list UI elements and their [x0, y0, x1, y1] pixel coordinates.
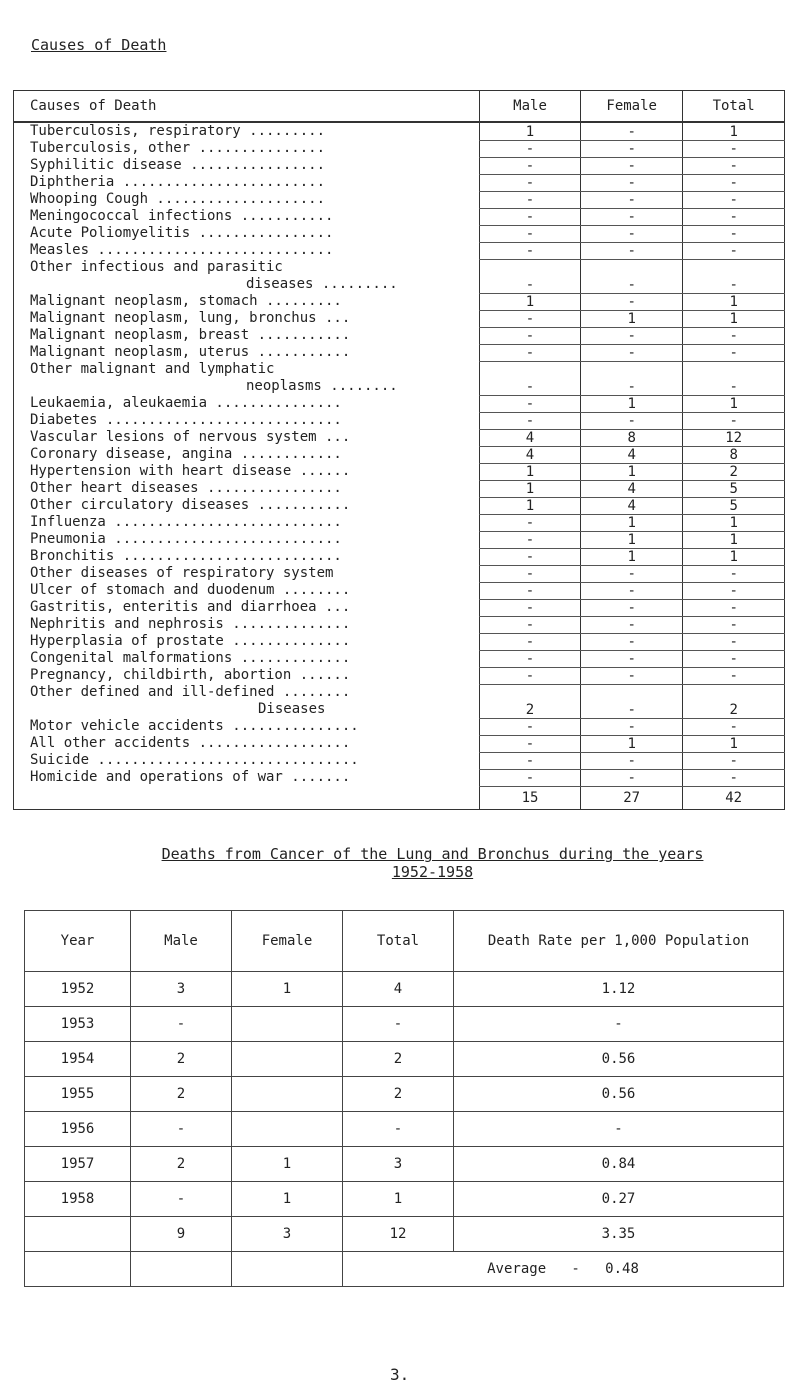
cause-female-value: - — [581, 633, 683, 650]
sum-male: 9 — [131, 1217, 232, 1252]
cause-total-value: - — [683, 667, 785, 684]
cause-male-value: - — [479, 514, 580, 531]
cause-label-line: Motor vehicle accidents ............... — [30, 718, 359, 734]
cause-total-value: 1 — [683, 531, 785, 548]
cause-total-value: - — [683, 616, 785, 633]
cause-female-value: - — [581, 259, 683, 293]
average-value: 0.48 — [605, 1261, 639, 1277]
cause-male-value: - — [479, 548, 580, 565]
average-label: Average — [487, 1261, 547, 1277]
year-row — [25, 972, 784, 1007]
cause-total-value: 1 — [683, 122, 785, 140]
cause-label — [14, 480, 480, 497]
sum-female: 3 — [232, 1217, 343, 1252]
cause-male-value: - — [479, 344, 580, 361]
cause-row — [14, 667, 785, 684]
cause-label — [14, 327, 480, 344]
header-cause: Causes of Death — [14, 91, 480, 123]
year-row-rate: 0.27 — [454, 1182, 784, 1217]
cause-label-line: Leukaemia, aleukaemia ............... — [30, 395, 342, 411]
cause-female-value: - — [581, 293, 683, 310]
year-row-female: 1 — [232, 972, 343, 1007]
total-total: 42 — [683, 786, 785, 809]
year-row-male: - — [131, 1182, 232, 1217]
cause-label-line: Acute Poliomyelitis ................ — [30, 225, 334, 241]
lung-cancer-deaths-table — [24, 910, 784, 1287]
cause-label — [14, 122, 480, 140]
year-row-total: 3 — [343, 1147, 454, 1182]
cause-label-line: Diseases — [258, 701, 326, 717]
cause-male-value: 1 — [479, 122, 580, 140]
cause-label — [14, 769, 480, 786]
cause-female-value: - — [581, 565, 683, 582]
cause-label-line: Hypertension with heart disease ...... — [30, 463, 351, 479]
cause-label-line: neoplasms ........ — [246, 378, 398, 394]
cause-label-line: Hyperplasia of prostate .............. — [30, 633, 351, 649]
cause-male-value: - — [479, 599, 580, 616]
cause-male-value: - — [479, 633, 580, 650]
cause-male-value: - — [479, 191, 580, 208]
cause-total-value: 12 — [683, 429, 785, 446]
year-row-male: 2 — [131, 1147, 232, 1182]
cause-total-value: - — [683, 582, 785, 599]
cause-total-value: - — [683, 191, 785, 208]
sum-rate: 3.35 — [454, 1217, 784, 1252]
cause-row — [14, 463, 785, 480]
cause-row — [14, 225, 785, 242]
cause-male-value: - — [479, 242, 580, 259]
cause-female-value: 1 — [581, 310, 683, 327]
year-row-female — [232, 1042, 343, 1077]
cause-female-value: - — [581, 122, 683, 140]
cause-row — [14, 497, 785, 514]
year-row-year: 1956 — [25, 1112, 131, 1147]
cause-total-value: 1 — [683, 548, 785, 565]
cause-female-value: - — [581, 191, 683, 208]
cause-female-value: 1 — [581, 531, 683, 548]
cause-row — [14, 208, 785, 225]
cause-label-line: Gastritis, enteritis and diarrhoea ... — [30, 599, 351, 615]
average-cell: Average - 0.48 — [343, 1252, 784, 1287]
cause-label — [14, 344, 480, 361]
cause-female-value: - — [581, 242, 683, 259]
cause-female-value: - — [581, 174, 683, 191]
cause-label-line: Meningococcal infections ........... — [30, 208, 334, 224]
cause-label-line: Coronary disease, angina ............ — [30, 446, 342, 462]
cause-label — [14, 497, 480, 514]
cause-label-line: Bronchitis .......................... — [30, 548, 342, 564]
year-row-rate: - — [454, 1007, 784, 1042]
cause-total-value: - — [683, 157, 785, 174]
cause-label — [14, 514, 480, 531]
year-row-total: 2 — [343, 1077, 454, 1112]
cause-label — [14, 446, 480, 463]
cause-female-value: - — [581, 344, 683, 361]
cause-male-value: - — [479, 140, 580, 157]
cause-female-value: 1 — [581, 548, 683, 565]
cause-label-line: Pneumonia ........................... — [30, 531, 342, 547]
cause-female-value: - — [581, 327, 683, 344]
cause-total-value: - — [683, 242, 785, 259]
year-row — [25, 1182, 784, 1217]
year-row — [25, 1077, 784, 1112]
cause-row — [14, 616, 785, 633]
year-row — [25, 1112, 784, 1147]
cause-row — [14, 140, 785, 157]
cause-label-line: All other accidents .................. — [30, 735, 351, 751]
year-row — [25, 1147, 784, 1182]
cause-label-line: Pregnancy, childbirth, abortion ...... — [30, 667, 351, 683]
cause-male-value: - — [479, 208, 580, 225]
cause-label-line: Diabetes ............................ — [30, 412, 342, 428]
cause-row — [14, 633, 785, 650]
year-row-male: - — [131, 1007, 232, 1042]
cause-female-value: - — [581, 599, 683, 616]
year-row-total: 2 — [343, 1042, 454, 1077]
total-female: 27 — [581, 786, 683, 809]
cause-male-value: - — [479, 225, 580, 242]
causes-total-row — [14, 786, 785, 809]
cause-label — [14, 718, 480, 735]
cause-female-value: - — [581, 616, 683, 633]
year-row-female: 1 — [232, 1147, 343, 1182]
header-total: Total — [343, 911, 454, 972]
cause-row — [14, 480, 785, 497]
total-male: 15 — [479, 786, 580, 809]
page-number: 3. — [390, 1365, 410, 1384]
cause-label-line: Other infectious and parasitic — [30, 259, 283, 275]
cause-label-line: Nephritis and nephrosis .............. — [30, 616, 351, 632]
cause-female-value: 4 — [581, 480, 683, 497]
cause-female-value: - — [581, 582, 683, 599]
cause-male-value: - — [479, 582, 580, 599]
cause-male-value: 1 — [479, 480, 580, 497]
cause-row — [14, 565, 785, 582]
cause-row — [14, 191, 785, 208]
cause-total-value: - — [683, 752, 785, 769]
year-row-total: 4 — [343, 972, 454, 1007]
year-row-rate: 0.56 — [454, 1042, 784, 1077]
cause-male-value: - — [479, 531, 580, 548]
cause-total-value: 2 — [683, 684, 785, 718]
cause-label-line: Malignant neoplasm, uterus ........... — [30, 344, 351, 360]
cause-label-line: Tuberculosis, respiratory ......... — [30, 123, 326, 139]
cause-row — [14, 446, 785, 463]
cause-label-line: Other heart diseases ................ — [30, 480, 342, 496]
cause-row — [14, 242, 785, 259]
cause-label — [14, 463, 480, 480]
cause-label-line: Other circulatory diseases ........... — [30, 497, 351, 513]
cause-label — [14, 412, 480, 429]
header-female: Female — [232, 911, 343, 972]
cause-row — [14, 718, 785, 735]
cause-female-value: - — [581, 208, 683, 225]
cause-label-line: Other diseases of respiratory system — [30, 565, 334, 581]
year-row-male: 2 — [131, 1077, 232, 1112]
cause-female-value: 4 — [581, 446, 683, 463]
cause-female-value: - — [581, 157, 683, 174]
average-row — [25, 1252, 784, 1287]
cause-male-value: - — [479, 616, 580, 633]
cause-male-value: - — [479, 650, 580, 667]
cause-label-line: Other defined and ill-defined ........ — [30, 684, 351, 700]
cause-female-value: - — [581, 225, 683, 242]
cause-total-value: - — [683, 174, 785, 191]
cause-male-value: - — [479, 565, 580, 582]
cause-label-line: Syphilitic disease ................ — [30, 157, 326, 173]
cause-label — [14, 361, 480, 395]
year-row-year: 1953 — [25, 1007, 131, 1042]
cause-male-value: - — [479, 361, 580, 395]
cause-row — [14, 429, 785, 446]
year-row-total: 1 — [343, 1182, 454, 1217]
cause-male-value: - — [479, 667, 580, 684]
cause-total-value: 5 — [683, 497, 785, 514]
cause-label-line: Influenza ........................... — [30, 514, 342, 530]
year-row-rate: 1.12 — [454, 972, 784, 1007]
cause-total-value: - — [683, 327, 785, 344]
cause-label-line: Other malignant and lymphatic — [30, 361, 275, 377]
cause-row — [14, 412, 785, 429]
cause-label — [14, 752, 480, 769]
cause-label-line: Ulcer of stomach and duodenum ........ — [30, 582, 351, 598]
cause-female-value: - — [581, 667, 683, 684]
cause-row — [14, 582, 785, 599]
year-row-total: - — [343, 1112, 454, 1147]
cause-total-value: - — [683, 140, 785, 157]
cause-row — [14, 174, 785, 191]
cause-male-value: - — [479, 718, 580, 735]
year-row-male: - — [131, 1112, 232, 1147]
cause-total-value: - — [683, 718, 785, 735]
cancer-heading-line1: Deaths from Cancer of the Lung and Bronchus during the years — [161, 845, 704, 863]
cause-male-value: - — [479, 752, 580, 769]
cause-male-value: 2 — [479, 684, 580, 718]
cause-label-line: Diphtheria ........................ — [30, 174, 326, 190]
year-row-rate: - — [454, 1112, 784, 1147]
cause-row — [14, 122, 785, 140]
cause-female-value: 1 — [581, 735, 683, 752]
cause-label — [14, 684, 480, 718]
year-row-male: 2 — [131, 1042, 232, 1077]
header-year: Year — [25, 911, 131, 972]
sum-total: 12 — [343, 1217, 454, 1252]
cause-female-value: - — [581, 361, 683, 395]
header-male: Male — [131, 911, 232, 972]
cause-label — [14, 191, 480, 208]
cause-female-value: 1 — [581, 463, 683, 480]
cause-total-value: - — [683, 565, 785, 582]
cause-label — [14, 633, 480, 650]
cause-male-value: - — [479, 259, 580, 293]
cause-total-value: - — [683, 259, 785, 293]
cause-label — [14, 140, 480, 157]
cause-label — [14, 157, 480, 174]
year-row-total: - — [343, 1007, 454, 1042]
cause-female-value: - — [581, 412, 683, 429]
header-death-rate: Death Rate per 1,000 Population — [454, 911, 784, 972]
year-row — [25, 1007, 784, 1042]
cause-female-value: - — [581, 752, 683, 769]
year-row-female: 1 — [232, 1182, 343, 1217]
cause-row — [14, 769, 785, 786]
year-row-male: 3 — [131, 972, 232, 1007]
header-male: Male — [479, 91, 580, 123]
cause-label — [14, 208, 480, 225]
year-row-female — [232, 1077, 343, 1112]
cause-female-value: - — [581, 650, 683, 667]
header-total: Total — [683, 91, 785, 123]
cause-male-value: 1 — [479, 497, 580, 514]
cause-label — [14, 429, 480, 446]
cause-label — [14, 650, 480, 667]
year-row-rate: 0.84 — [454, 1147, 784, 1182]
cause-label — [14, 395, 480, 412]
cause-label-line: Whooping Cough .................... — [30, 191, 326, 207]
cause-male-value: - — [479, 327, 580, 344]
cause-row — [14, 514, 785, 531]
cause-total-value: - — [683, 650, 785, 667]
cause-total-value: 1 — [683, 395, 785, 412]
cause-row — [14, 548, 785, 565]
year-row-year: 1952 — [25, 972, 131, 1007]
cause-male-value: 1 — [479, 293, 580, 310]
cause-female-value: 8 — [581, 429, 683, 446]
cause-label — [14, 174, 480, 191]
cause-label-line: diseases ......... — [246, 276, 398, 292]
cause-label-line: Homicide and operations of war ....... — [30, 769, 351, 785]
causes-header-row — [14, 91, 785, 123]
cause-label — [14, 293, 480, 310]
cause-total-value: 2 — [683, 463, 785, 480]
cause-total-value: - — [683, 599, 785, 616]
cause-label — [14, 599, 480, 616]
cause-row — [14, 684, 785, 718]
cancer-section-heading — [161, 845, 704, 881]
cause-female-value: - — [581, 140, 683, 157]
cause-total-value: 8 — [683, 446, 785, 463]
cause-label — [14, 531, 480, 548]
cause-male-value: - — [479, 395, 580, 412]
cause-female-value: 4 — [581, 497, 683, 514]
causes-of-death-table — [13, 90, 785, 810]
year-row-female — [232, 1007, 343, 1042]
year-row — [25, 1042, 784, 1077]
cause-label — [14, 259, 480, 293]
cause-row — [14, 361, 785, 395]
cause-total-value: 1 — [683, 735, 785, 752]
cancer-header-row — [25, 911, 784, 972]
cause-row — [14, 531, 785, 548]
cause-male-value: - — [479, 769, 580, 786]
cause-label-line: Suicide ............................... — [30, 752, 359, 768]
year-row-year: 1955 — [25, 1077, 131, 1112]
cause-label-line: Congenital malformations ............. — [30, 650, 351, 666]
cause-row — [14, 310, 785, 327]
year-row-year: 1958 — [25, 1182, 131, 1217]
year-row-year: 1957 — [25, 1147, 131, 1182]
cause-female-value: 1 — [581, 514, 683, 531]
cause-male-value: - — [479, 412, 580, 429]
cause-row — [14, 752, 785, 769]
cause-row — [14, 650, 785, 667]
cause-male-value: - — [479, 735, 580, 752]
year-row-year: 1954 — [25, 1042, 131, 1077]
cause-label-line: Measles ............................ — [30, 242, 334, 258]
cause-label-line: Malignant neoplasm, stomach ......... — [30, 293, 342, 309]
cause-label-line: Tuberculosis, other ............... — [30, 140, 326, 156]
cause-total-value: - — [683, 412, 785, 429]
cause-row — [14, 293, 785, 310]
cause-label — [14, 616, 480, 633]
cause-row — [14, 259, 785, 293]
cause-total-value: 1 — [683, 514, 785, 531]
sum-year — [25, 1217, 131, 1252]
cause-male-value: - — [479, 174, 580, 191]
cause-row — [14, 344, 785, 361]
cause-label-line: Malignant neoplasm, lung, bronchus ... — [30, 310, 351, 326]
cancer-heading-line2: 1952-1958 — [391, 863, 474, 881]
cause-female-value: - — [581, 684, 683, 718]
cause-label — [14, 310, 480, 327]
cause-label — [14, 565, 480, 582]
cause-total-value: - — [683, 633, 785, 650]
cause-label-line: Malignant neoplasm, breast ........... — [30, 327, 351, 343]
cause-total-value: - — [683, 344, 785, 361]
cause-row — [14, 735, 785, 752]
cause-label — [14, 225, 480, 242]
cause-male-value: - — [479, 157, 580, 174]
cause-male-value: - — [479, 310, 580, 327]
cause-total-value: - — [683, 361, 785, 395]
page-title: Causes of Death — [31, 36, 167, 54]
year-row-female — [232, 1112, 343, 1147]
cause-male-value: 4 — [479, 446, 580, 463]
cause-label — [14, 548, 480, 565]
cause-total-value: - — [683, 208, 785, 225]
year-row-rate: 0.56 — [454, 1077, 784, 1112]
cause-label — [14, 667, 480, 684]
sum-row — [25, 1217, 784, 1252]
cause-total-value: - — [683, 225, 785, 242]
header-female: Female — [581, 91, 683, 123]
cause-female-value: - — [581, 769, 683, 786]
cause-total-value: 1 — [683, 310, 785, 327]
cause-male-value: 4 — [479, 429, 580, 446]
cause-male-value: 1 — [479, 463, 580, 480]
cause-label — [14, 582, 480, 599]
cause-row — [14, 599, 785, 616]
cause-label — [14, 735, 480, 752]
cause-female-value: - — [581, 718, 683, 735]
cause-label — [14, 242, 480, 259]
cause-label-line: Vascular lesions of nervous system ... — [30, 429, 351, 445]
cause-row — [14, 327, 785, 344]
cause-female-value: 1 — [581, 395, 683, 412]
cause-total-value: 1 — [683, 293, 785, 310]
cause-total-value: - — [683, 769, 785, 786]
cause-total-value: 5 — [683, 480, 785, 497]
cause-row — [14, 395, 785, 412]
cause-row — [14, 157, 785, 174]
